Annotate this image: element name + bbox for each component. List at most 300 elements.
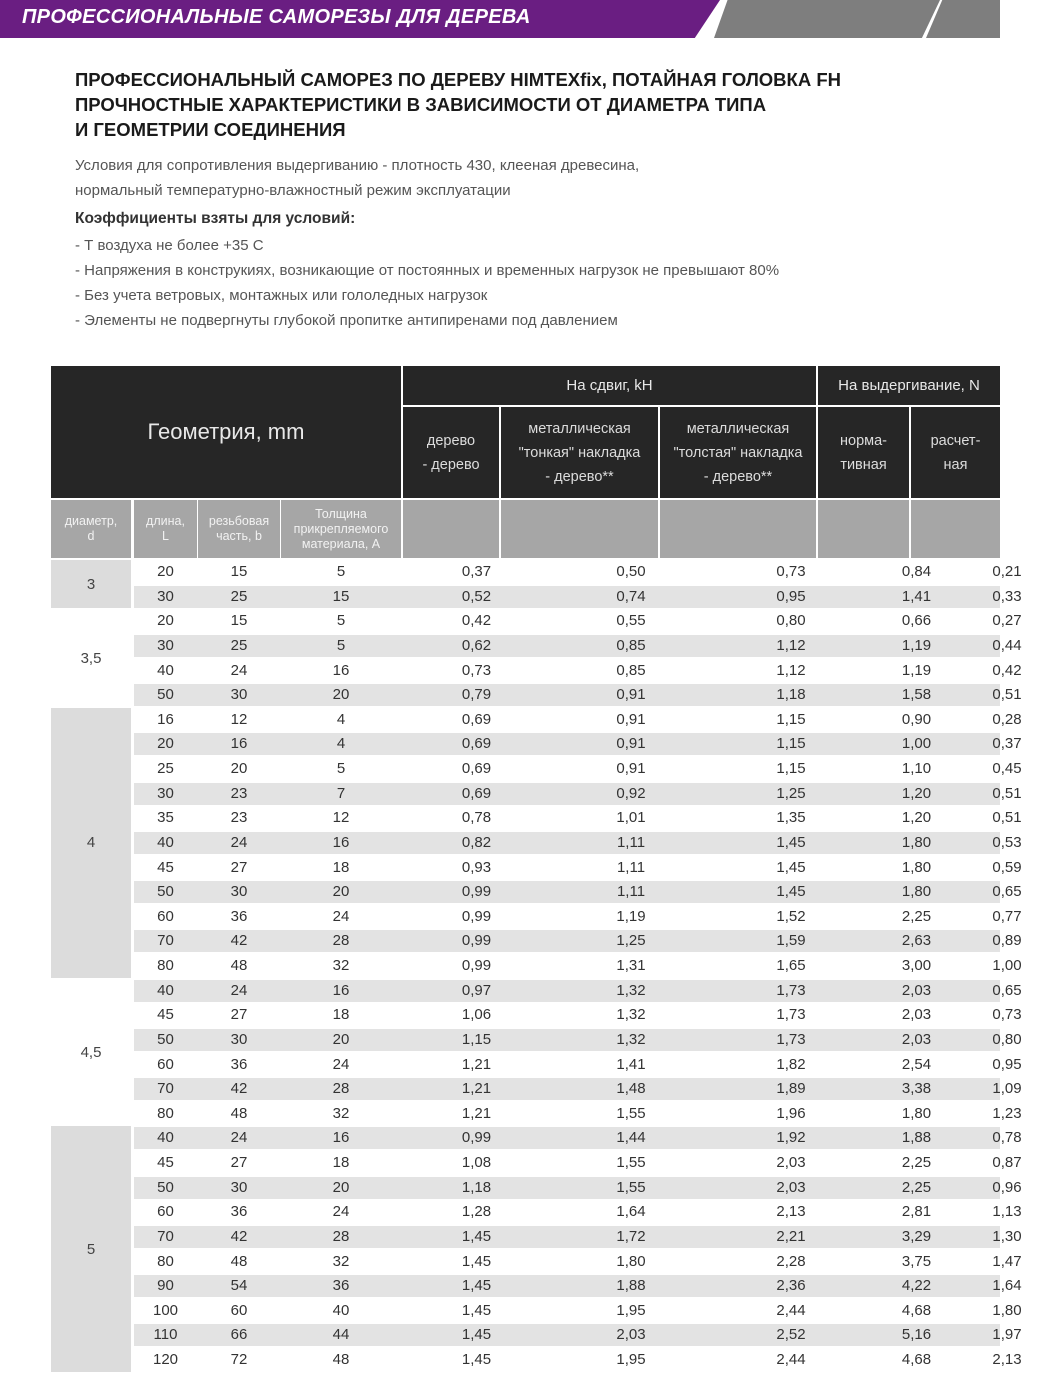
header-design — [911, 407, 1000, 498]
table-cell: 48 — [230, 1252, 248, 1270]
table-cell: 2,03 — [776, 1154, 806, 1171]
table-cell: 1,12 — [776, 661, 806, 679]
table-row — [134, 660, 1022, 682]
table-cell: 16 — [230, 735, 248, 753]
header-thickness — [281, 500, 401, 558]
table-cell: 1,80 — [901, 833, 932, 851]
header-blank — [501, 500, 658, 558]
table-cell: 0,77 — [992, 907, 1022, 925]
table-cell: 0,21 — [992, 563, 1022, 580]
table-cell: 0,33 — [992, 587, 1022, 605]
table-cell: 1,55 — [616, 1154, 646, 1171]
top-banner — [0, 0, 1000, 38]
table-cell: 5 — [336, 563, 346, 580]
table-cell: 0,99 — [461, 883, 492, 901]
table-cell: 0,89 — [992, 932, 1022, 950]
table-cell: 1,21 — [461, 1055, 492, 1073]
header-text: металлическая — [686, 420, 790, 437]
table-cell: 0,78 — [992, 1129, 1022, 1147]
table-cell: 1,80 — [616, 1252, 646, 1270]
table-cell: 0,50 — [616, 563, 646, 580]
table-cell: 0,95 — [992, 1055, 1022, 1073]
table-row — [134, 1300, 1022, 1322]
table-cell: 0,53 — [992, 833, 1022, 851]
table-cell: 1,09 — [992, 1080, 1022, 1098]
table-cell: 20 — [157, 563, 174, 580]
table-cell: 0,99 — [461, 957, 492, 974]
coefficient-item: - Без учета ветровых, монтажных или гололедных нагрузок — [75, 287, 488, 304]
table-cell: 40 — [157, 1129, 174, 1147]
table-cell: 4,68 — [901, 1351, 932, 1368]
diameter-cell: 3 — [51, 560, 131, 608]
table-cell: 5,16 — [901, 1326, 932, 1344]
table-row — [134, 1054, 1022, 1076]
table-cell: 1,59 — [776, 932, 806, 950]
table-row — [134, 906, 1022, 928]
table-cell: 0,62 — [461, 636, 492, 654]
table-cell: 2,13 — [992, 1351, 1022, 1368]
table-cell: 1,18 — [776, 686, 806, 704]
table-cell: 1,32 — [616, 981, 646, 999]
table-cell: 48 — [230, 1104, 248, 1122]
header-shear: На сдвиг, kH — [403, 366, 816, 405]
table-cell: 50 — [157, 883, 174, 901]
table-cell: 1,89 — [776, 1080, 806, 1098]
table-cell: 1,73 — [776, 1030, 806, 1048]
header-text: ная — [943, 456, 968, 473]
header-blank — [911, 500, 1000, 558]
table-cell: 1,45 — [461, 1351, 492, 1368]
table-cell: 0,27 — [992, 612, 1022, 630]
table-cell: 2,44 — [776, 1301, 806, 1319]
table-row — [134, 684, 1022, 706]
table-row — [134, 1004, 1022, 1026]
table-cell: 16 — [332, 981, 350, 999]
table-cell: 1,58 — [901, 686, 932, 704]
diameter-cell: 4 — [51, 708, 131, 978]
header-text: расчет- — [930, 432, 981, 449]
table-row — [134, 610, 1022, 632]
page-title-line: И ГЕОМЕТРИИ СОЕДИНЕНИЯ — [75, 119, 346, 140]
banner-gray-band — [714, 0, 940, 38]
table-cell: 0,85 — [616, 636, 646, 654]
table-cell: 70 — [157, 932, 174, 950]
table-cell: 0,93 — [461, 858, 492, 876]
header-text: d — [87, 529, 95, 543]
table-cell: 20 — [332, 883, 350, 901]
page-title-line: ПРОЧНОСТНЫЕ ХАРАКТЕРИСТИКИ В ЗАВИСИМОСТИ ОТ ДИАМЕТРА ТИПА — [75, 94, 767, 115]
table-cell: 0,91 — [616, 710, 646, 728]
header-text: Толщина — [315, 506, 367, 521]
table-cell: 1,01 — [616, 809, 646, 827]
table-cell: 110 — [153, 1326, 178, 1344]
table-cell: 1,21 — [461, 1104, 492, 1122]
table-cell: 2,52 — [776, 1326, 806, 1344]
table-cell: 42 — [230, 1080, 248, 1098]
table-cell: 1,45 — [461, 1326, 492, 1344]
table-cell: 0,78 — [461, 809, 492, 827]
table-cell: 40 — [332, 1301, 350, 1319]
table-cell: 60 — [157, 1203, 174, 1221]
table-cell: 0,97 — [461, 981, 492, 999]
table-cell: 3,75 — [901, 1252, 932, 1270]
table-cell: 1,45 — [461, 1301, 492, 1319]
table-cell: 3,38 — [901, 1080, 932, 1098]
table-cell: 100 — [152, 1301, 179, 1319]
header-blank — [818, 500, 909, 558]
header-wood-wood — [403, 407, 499, 498]
page-title-line: ПРОФЕССИОНАЛЬНЫЙ САМОРЕЗ ПО ДЕРЕВУ HIMTEXfix, ПОТАЙНАЯ ГОЛОВКА FH — [75, 69, 841, 90]
table-cell: 2,28 — [776, 1252, 806, 1270]
table-cell: 24 — [230, 661, 248, 679]
table-cell: 2,44 — [776, 1351, 806, 1368]
table-cell: 27 — [230, 1006, 248, 1024]
table-cell: 12 — [230, 710, 248, 728]
table-cell: 54 — [230, 1277, 248, 1295]
table-cell: 7 — [336, 784, 346, 802]
table-cell: 0,95 — [776, 587, 806, 605]
table-row — [134, 561, 1022, 583]
table-cell: 2,25 — [901, 1178, 932, 1196]
table-cell: 0,37 — [461, 563, 492, 580]
table-cell: 18 — [332, 1006, 350, 1024]
table-cell: 1,80 — [901, 858, 932, 876]
table-cell: 1,20 — [901, 809, 932, 827]
table-cell: 25 — [230, 587, 248, 605]
table-cell: 0,69 — [461, 735, 492, 753]
table-cell: 0,42 — [461, 612, 492, 630]
header-text: - дерево — [422, 456, 480, 473]
table-cell: 1,11 — [616, 883, 646, 901]
diameter-cell: 5 — [51, 1126, 131, 1371]
header-text: - дерево** — [545, 468, 614, 485]
table-cell: 18 — [332, 858, 350, 876]
table-cell: 4,68 — [901, 1301, 932, 1319]
table-cell: 32 — [332, 1104, 350, 1122]
page-title — [75, 67, 955, 142]
table-row — [134, 1226, 1022, 1248]
table-cell: 16 — [157, 710, 174, 728]
table-cell: 0,52 — [461, 587, 492, 605]
table-cell: 27 — [230, 858, 248, 876]
coefficients-list — [75, 233, 779, 333]
table-cell: 1,44 — [616, 1129, 646, 1147]
table-cell: 1,18 — [461, 1178, 492, 1196]
table-cell: 1,88 — [616, 1277, 646, 1295]
header-text: часть, b — [216, 529, 262, 543]
table-cell: 30 — [157, 636, 174, 654]
table-cell: 40 — [157, 661, 174, 679]
table-cell: 30 — [230, 883, 248, 901]
table-cell: 0,73 — [461, 661, 492, 679]
table-cell: 25 — [157, 760, 174, 777]
table-cell: 2,13 — [776, 1203, 806, 1221]
table-cell: 1,45 — [461, 1277, 492, 1295]
table-row — [134, 709, 1022, 731]
table-cell: 25 — [230, 636, 248, 654]
table-cell: 0,51 — [992, 784, 1022, 802]
table-cell: 1,64 — [616, 1203, 646, 1221]
table-cell: 36 — [230, 1203, 248, 1221]
table-cell: 28 — [332, 1080, 350, 1098]
table-cell: 3,29 — [901, 1227, 932, 1245]
table-cell: 2,36 — [776, 1277, 806, 1295]
header-text: длина, — [146, 514, 185, 528]
table-cell: 1,25 — [616, 932, 646, 950]
table-cell: 1,19 — [901, 661, 932, 679]
table-cell: 12 — [332, 809, 350, 827]
table-cell: 0,69 — [461, 710, 492, 728]
table-cell: 1,80 — [992, 1301, 1022, 1319]
table-cell: 1,45 — [776, 833, 806, 851]
table-cell: 20 — [230, 760, 248, 777]
header-text: тивная — [840, 456, 887, 473]
table-cell: 60 — [230, 1301, 248, 1319]
coefficients-title: Коэффициенты взяты для условий: — [75, 210, 356, 227]
table-cell: 1,45 — [461, 1252, 492, 1270]
table-cell: 1,97 — [992, 1326, 1022, 1344]
table-cell: 1,28 — [461, 1203, 492, 1221]
table-cell: 0,96 — [992, 1178, 1022, 1196]
table-cell: 16 — [332, 833, 350, 851]
table-cell: 0,45 — [992, 760, 1022, 777]
table-cell: 1,06 — [461, 1006, 492, 1024]
table-cell: 0,74 — [616, 587, 646, 605]
table-cell: 66 — [230, 1326, 248, 1344]
table-row — [134, 807, 1022, 829]
header-text: "тонкая" накладка — [518, 444, 641, 461]
table-cell: 0,91 — [616, 686, 646, 704]
table-cell: 20 — [157, 735, 174, 753]
table-cell: 0,37 — [992, 735, 1022, 753]
table-cell: 0,42 — [992, 661, 1022, 679]
table-cell: 23 — [230, 784, 248, 802]
header-text: резьбовая — [208, 514, 270, 528]
table-cell: 1,19 — [901, 636, 932, 654]
table-cell: 1,55 — [616, 1178, 646, 1196]
table-row — [134, 1251, 1022, 1273]
header-text: прикрепляемого — [293, 521, 389, 536]
table-cell: 32 — [332, 1252, 350, 1270]
table-cell: 45 — [157, 1154, 174, 1171]
table-cell: 2,54 — [901, 1055, 932, 1073]
table-cell: 1,52 — [776, 907, 806, 925]
table-cell: 1,19 — [616, 907, 646, 925]
table-cell: 50 — [157, 686, 174, 704]
table-cell: 0,91 — [616, 735, 646, 753]
table-cell: 1,95 — [616, 1301, 646, 1319]
table-cell: 1,95 — [616, 1351, 646, 1368]
table-cell: 20 — [332, 1030, 350, 1048]
table-cell: 24 — [332, 1055, 350, 1073]
table-cell: 18 — [332, 1154, 350, 1171]
header-text: "толстая" накладка — [673, 444, 803, 461]
table-cell: 90 — [157, 1277, 174, 1295]
table-cell: 70 — [157, 1080, 174, 1098]
table-cell: 1,15 — [461, 1030, 492, 1048]
table-cell: 0,92 — [616, 784, 646, 802]
table-cell: 30 — [157, 784, 174, 802]
table-cell: 1,55 — [616, 1104, 646, 1122]
table-cell: 40 — [157, 981, 174, 999]
table-cell: 1,92 — [776, 1129, 806, 1147]
table-cell: 1,72 — [616, 1227, 646, 1245]
table-cell: 2,21 — [776, 1227, 806, 1245]
table-row — [134, 1177, 1022, 1199]
table-row — [134, 1324, 1022, 1346]
table-cell: 1,45 — [776, 858, 806, 876]
header-text: металлическая — [528, 420, 631, 437]
table-cell: 80 — [157, 1104, 174, 1122]
table-cell: 72 — [230, 1351, 248, 1368]
table-cell: 2,03 — [776, 1178, 806, 1196]
table-cell: 1,73 — [776, 1006, 806, 1024]
table-cell: 2,63 — [901, 932, 932, 950]
header-text: диаметр, — [64, 514, 118, 528]
table-cell: 0,51 — [992, 809, 1022, 827]
table-cell: 15 — [332, 587, 350, 605]
table-cell: 1,64 — [992, 1277, 1022, 1295]
table-cell: 45 — [157, 1006, 174, 1024]
table-cell: 1,20 — [901, 784, 932, 802]
table-cell: 60 — [157, 1055, 174, 1073]
table-cell: 48 — [230, 957, 248, 974]
table-cell: 1,15 — [776, 710, 806, 728]
table-cell: 5 — [336, 612, 346, 630]
table-row — [134, 832, 1022, 854]
table-cell: 15 — [230, 563, 248, 580]
table-cell: 1,82 — [776, 1055, 806, 1073]
table-cell: 0,87 — [992, 1154, 1022, 1171]
table-cell: 42 — [230, 932, 248, 950]
table-cell: 44 — [332, 1326, 350, 1344]
header-blank — [403, 500, 499, 558]
table-cell: 24 — [332, 907, 350, 925]
table-cell: 1,31 — [616, 957, 646, 974]
table-cell: 1,12 — [776, 636, 806, 654]
table-cell: 0,55 — [616, 612, 646, 630]
table-cell: 0,91 — [616, 760, 646, 777]
table-cell: 0,99 — [461, 907, 492, 925]
table-cell: 60 — [157, 907, 174, 925]
table-cell: 1,25 — [776, 784, 806, 802]
table-cell: 0,69 — [461, 784, 492, 802]
header-diameter — [51, 500, 131, 558]
header-text: - дерево** — [703, 468, 773, 485]
coefficient-item: - Элементы не подвергнуты глубокой пропитке антипиренами под давлением — [75, 312, 618, 329]
banner-title: ПРОФЕССИОНАЛЬНЫЕ САМОРЕЗЫ ДЛЯ ДЕРЕВА — [22, 6, 531, 28]
table-cell: 1,32 — [616, 1006, 646, 1024]
table-cell: 1,23 — [992, 1104, 1022, 1122]
header-text: L — [162, 529, 169, 543]
table-cell: 27 — [230, 1154, 248, 1171]
table-cell: 0,79 — [461, 686, 492, 704]
table-cell: 0,66 — [901, 612, 932, 630]
table-cell: 0,99 — [461, 1129, 492, 1147]
table-cell: 0,65 — [992, 981, 1022, 999]
table-cell: 16 — [332, 1129, 350, 1147]
table-cell: 1,80 — [901, 1104, 932, 1122]
table-cell: 1,00 — [901, 735, 932, 753]
table-cell: 0,51 — [992, 686, 1022, 704]
table-row — [134, 1127, 1022, 1149]
table-cell: 1,45 — [776, 883, 806, 901]
table-cell: 1,08 — [461, 1154, 492, 1171]
coefficient-item: - Т воздуха не более +35 С — [75, 237, 264, 254]
table-cell: 0,73 — [992, 1006, 1022, 1024]
table-cell: 1,80 — [901, 883, 932, 901]
table-cell: 1,32 — [616, 1030, 646, 1048]
table-cell: 15 — [230, 612, 248, 630]
table-row — [134, 1029, 1022, 1051]
table-row — [134, 1349, 1022, 1371]
table-cell: 0,28 — [992, 710, 1022, 728]
table-cell: 0,69 — [461, 760, 492, 777]
table-cell: 0,85 — [616, 661, 646, 679]
table-cell: 120 — [152, 1351, 179, 1368]
header-thread — [198, 500, 280, 558]
table-cell: 24 — [230, 981, 248, 999]
coefficient-item: - Напряжения в конструкиях, возникающие от постоянных и временных нагрузок не превышают 80% — [75, 262, 780, 279]
table-cell: 45 — [157, 858, 174, 876]
table-cell: 2,25 — [901, 907, 932, 925]
header-thin-plate — [501, 407, 658, 498]
header-pullout: На выдергивание, N — [818, 366, 1000, 405]
table-row — [134, 1275, 1022, 1297]
table-cell: 0,80 — [992, 1030, 1022, 1048]
table-cell: 23 — [230, 809, 248, 827]
table-cell: 36 — [230, 1055, 248, 1073]
table-cell: 70 — [157, 1227, 174, 1245]
table-cell: 2,03 — [901, 981, 932, 999]
header-text: материала, А — [301, 536, 381, 551]
conditions-text — [75, 154, 955, 203]
table-cell: 2,81 — [901, 1203, 932, 1221]
table-cell: 0,73 — [776, 563, 806, 580]
table-cell: 30 — [230, 1030, 248, 1048]
table-row — [134, 980, 1022, 1002]
table-cell: 20 — [332, 686, 350, 704]
table-cell: 1,45 — [461, 1227, 492, 1245]
header-normative — [818, 407, 909, 498]
table-row — [134, 733, 1022, 755]
table-cell: 1,47 — [992, 1252, 1022, 1270]
table-cell: 1,13 — [992, 1203, 1022, 1221]
table-cell: 0,84 — [901, 563, 932, 580]
table-cell: 50 — [157, 1178, 174, 1196]
table-cell: 20 — [332, 1178, 350, 1196]
table-cell: 0,82 — [461, 833, 492, 851]
header-length — [134, 500, 197, 558]
table-cell: 2,03 — [901, 1030, 932, 1048]
table-cell: 4,22 — [901, 1277, 932, 1295]
table-cell: 30 — [157, 587, 174, 605]
table-cell: 28 — [332, 932, 350, 950]
table-row — [134, 1152, 1022, 1174]
table-cell: 1,21 — [461, 1080, 492, 1098]
table-cell: 16 — [332, 661, 350, 679]
table-cell: 24 — [230, 833, 248, 851]
table-cell: 0,80 — [776, 612, 806, 630]
header-geometry: Геометрия, mm — [51, 366, 401, 498]
table-row — [134, 1078, 1022, 1100]
table-row — [134, 586, 1022, 608]
table-row — [134, 857, 1022, 879]
table-cell: 0,90 — [901, 710, 932, 728]
table-cell: 50 — [157, 1030, 174, 1048]
diameter-cell: 4,5 — [80, 1043, 102, 1061]
table-cell: 1,00 — [992, 957, 1022, 974]
